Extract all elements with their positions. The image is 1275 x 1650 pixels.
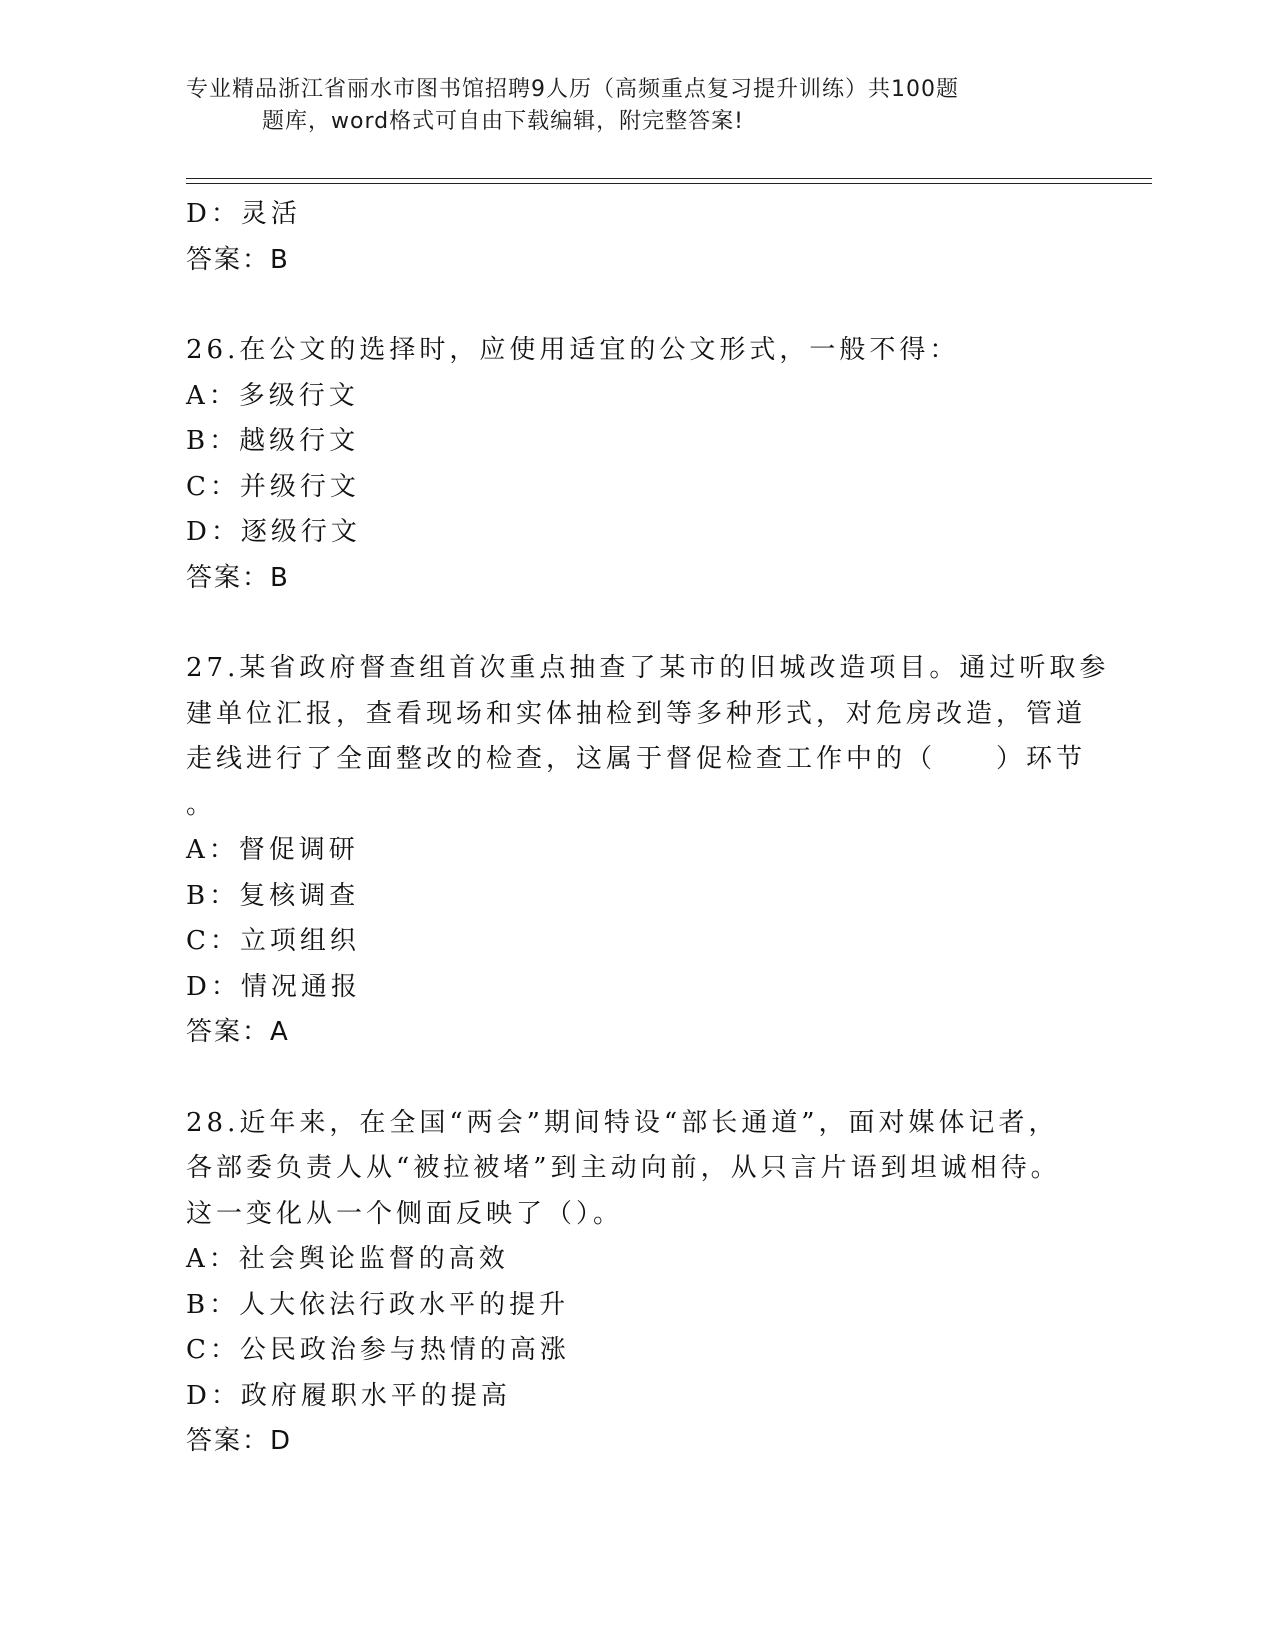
option-d: D：灵活 <box>186 199 301 229</box>
option-b: B：人大依法行政水平的提升 <box>186 1289 570 1320</box>
header-divider-bottom <box>186 183 1152 184</box>
header-title-line-1: 专业精品浙江省丽水市图书馆招聘9人历（高频重点复习提升训练）共100题 <box>186 77 959 102</box>
header-divider-top <box>186 178 1152 179</box>
option-c: C：立项组织 <box>186 926 360 956</box>
question-stem-line: 建单位汇报，查看现场和实体抽检到等多种形式，对危房改造，管道 <box>186 698 1087 729</box>
question-28 <box>186 1101 1086 1465</box>
question-26 <box>186 328 1086 601</box>
spacer <box>186 1056 1086 1101</box>
answer-line: 答案：B <box>186 562 290 593</box>
question-stem-line: 。 <box>186 789 217 820</box>
answer-line: 答案：A <box>186 1017 290 1047</box>
answer-line: 答案：D <box>186 1426 293 1456</box>
question-stem-line: 28.近年来，在全国“两会”期间特设“部长通道”，面对媒体记者， <box>186 1107 1059 1138</box>
document-header <box>186 74 1046 138</box>
question-stem-line: 这一变化从一个侧面反映了（）。 <box>186 1198 624 1229</box>
question-stem-line: 走线进行了全面整改的检查，这属于督促检查工作中的（ ）环节 <box>186 744 1087 774</box>
option-d: D：情况通报 <box>186 971 361 1002</box>
header-title-line-2: 题库，word格式可自由下载编辑，附完整答案! <box>262 109 744 134</box>
carryover-question <box>186 192 1086 283</box>
spacer <box>186 283 1086 328</box>
question-content <box>186 192 1110 1465</box>
answer-line: 答案：B <box>186 244 290 275</box>
question-27 <box>186 646 1110 1056</box>
option-a: A：督促调研 <box>186 835 359 865</box>
option-d: D：政府履职水平的提高 <box>186 1380 511 1411</box>
option-b: B：复核调查 <box>186 880 360 911</box>
option-b: B：越级行文 <box>186 426 360 456</box>
option-a: A：多级行文 <box>186 380 359 411</box>
option-a: A：社会舆论监督的高效 <box>186 1244 509 1274</box>
spacer <box>186 601 1086 646</box>
option-c: C：公民政治参与热情的高涨 <box>186 1335 570 1365</box>
option-d: D：逐级行文 <box>186 517 361 547</box>
question-stem-line: 各部委负责人从“被拉被堵”到主动向前，从只言片语到坦诚相待。 <box>186 1153 1061 1183</box>
question-stem: 26.在公文的选择时，应使用适宜的公文形式，一般不得： <box>186 335 960 365</box>
question-stem-line: 27.某省政府督查组首次重点抽查了某市的旧城改造项目。通过听取参 <box>186 653 1110 683</box>
option-c: C：并级行文 <box>186 471 360 502</box>
